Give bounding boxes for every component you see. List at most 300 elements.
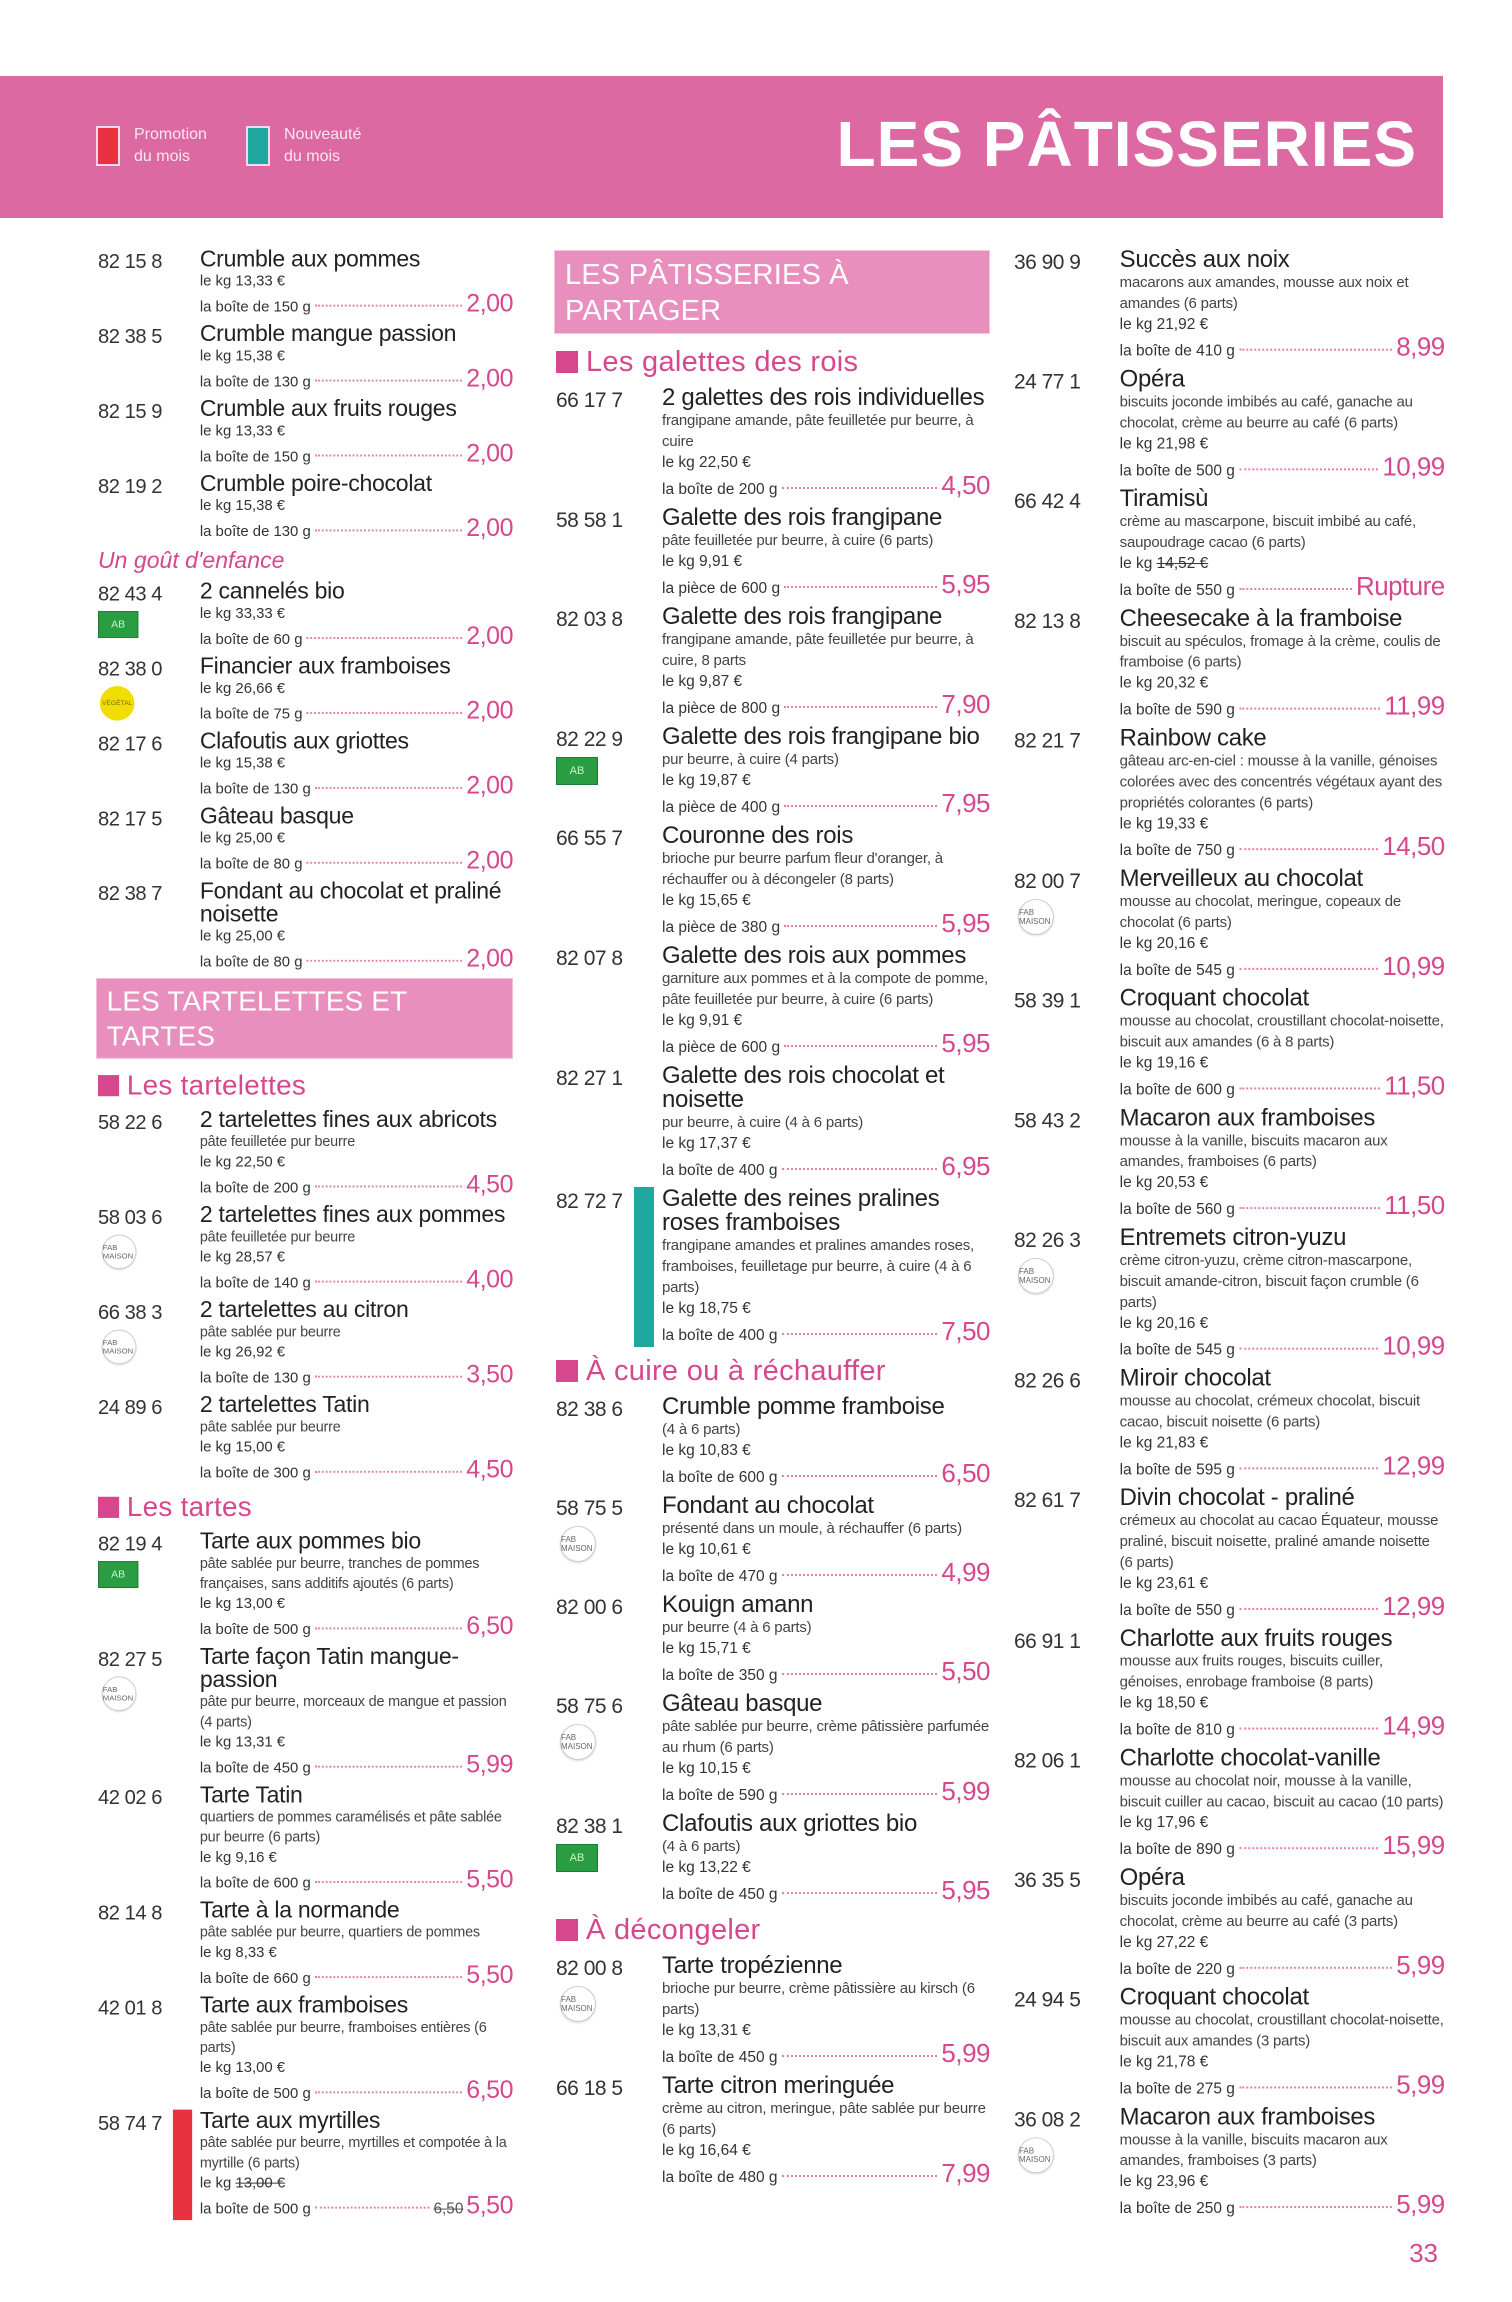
product-item[interactable]: [556, 506, 990, 600]
unit-size: la boîte de 200 g: [199, 1179, 311, 1197]
leader-dots: [782, 1475, 938, 1477]
unit-price-row: [1119, 1710, 1445, 1742]
product-name: Couronne des rois: [662, 822, 854, 849]
price-per-kg: le kg 21,98 €: [1119, 435, 1209, 453]
product-code: 82 26 6: [1014, 1369, 1081, 1393]
product-price: 5,95: [941, 1875, 990, 1905]
product-price: 6,50: [941, 1458, 990, 1488]
product-code: 82 26 3: [1014, 1229, 1081, 1252]
product-description: pâte pur beurre, morceaux de mangue et passion (4 parts): [199, 1693, 507, 1731]
product-item[interactable]: [556, 944, 990, 1059]
product-price: 7,95: [941, 788, 990, 818]
unit-size: la boîte de 150 g: [199, 298, 311, 316]
product-price: 10,99: [1382, 950, 1445, 981]
price-per-kg: le kg 10,61 €: [662, 1541, 751, 1558]
product-price: 4,50: [466, 1454, 513, 1484]
price-per-kg: le kg 23,61 €: [1119, 1575, 1209, 1592]
product-description: quartiers de pommes caramélisés et pâte sablée pur beurre (6 parts): [199, 1808, 502, 1846]
leader-dots: [1239, 1608, 1379, 1610]
product-name: Miroir chocolat: [1119, 1364, 1271, 1392]
price-per-kg: le kg 9,91 €: [662, 1012, 743, 1029]
unit-price-row: [1119, 1450, 1445, 1481]
product-item[interactable]: [1014, 2105, 1445, 2220]
price-per-kg-old: 13,00 €: [235, 2174, 286, 2192]
price-per-kg: le kg 21,83 €: [1119, 1434, 1209, 1452]
product-item[interactable]: [556, 386, 990, 501]
product-description: pâte sablée pur beurre, crème pâtissière parfumée au rhum (6 parts): [662, 1718, 990, 1756]
unit-size: la boîte de 450 g: [199, 1759, 311, 1777]
promotion-marker: [173, 2110, 192, 2220]
price-per-kg: le kg 26,66 €: [199, 680, 286, 697]
unit-size: la pièce de 600 g: [662, 1039, 781, 1056]
price-per-kg: le kg 18,50 €: [1119, 1694, 1209, 1712]
product-price: 14,50: [1382, 831, 1445, 862]
unit-size: la boîte de 75 g: [199, 706, 303, 723]
product-item[interactable]: [1014, 1866, 1445, 1981]
product-item[interactable]: [1014, 365, 1445, 483]
product-name: Clafoutis aux griottes bio: [662, 1810, 918, 1837]
product-code: 82 38 6: [556, 1398, 623, 1421]
unit-size: la boîte de 400 g: [662, 1327, 778, 1344]
product-price: 11,50: [1384, 1070, 1445, 1101]
product-description: (4 à 6 parts): [662, 1838, 741, 1855]
product-item[interactable]: [98, 470, 513, 543]
price-per-kg-prefix: le kg: [1119, 555, 1157, 573]
product-name: Galette des rois aux pommes: [662, 942, 967, 969]
product-description: garniture aux pommes et à la compote de pomme, pâte feuilletée pur beurre, à cuire (6 parts): [662, 970, 988, 1008]
product-code: 82 17 5: [98, 808, 162, 831]
section-square-icon: [556, 1919, 578, 1941]
unit-size: la boîte de 545 g: [1119, 1341, 1235, 1359]
product-price: 2,00: [466, 845, 513, 875]
unit-size: la boîte de 130 g: [199, 781, 311, 798]
product-name: 2 tartelettes fines aux pommes: [199, 1201, 506, 1228]
product-item[interactable]: [98, 1106, 513, 1199]
price-per-kg: le kg 33,33 €: [199, 605, 286, 622]
product-code: 82 38 1: [556, 1815, 623, 1838]
decongeler-heading-text: À décongeler: [586, 1914, 761, 1946]
product-item[interactable]: [1014, 984, 1445, 1102]
product-name: Macaron aux framboises: [1119, 2103, 1376, 2131]
product-description: mousse au chocolat, meringue, copeaux de chocolat (6 parts): [1119, 893, 1402, 931]
product-price: 2,00: [466, 770, 513, 800]
unit-size: la boîte de 140 g: [199, 1274, 311, 1292]
product-code: 82 38 0: [98, 658, 162, 681]
unit-price-row: [1119, 1070, 1445, 1102]
product-code: 36 08 2: [1014, 2108, 1081, 2132]
section-square-icon: [556, 1360, 578, 1382]
leader-dots: [315, 305, 463, 307]
page-number: 33: [1409, 2238, 1438, 2268]
unit-size: la boîte de 130 g: [199, 1369, 311, 1387]
tartes-heading-text: Les tartes: [126, 1491, 253, 1523]
product-description: macarons aux amandes, mousse aux noix et amandes (6 parts): [1119, 273, 1409, 312]
leader-dots: [782, 2055, 938, 2057]
leader-dots: [1239, 1467, 1379, 1469]
leader-dots: [784, 1045, 937, 1047]
product-item[interactable]: [98, 395, 513, 468]
product-item[interactable]: [1014, 867, 1445, 982]
unit-size: la boîte de 400 g: [662, 1162, 778, 1179]
price-per-kg: le kg 15,65 €: [662, 892, 751, 909]
leader-dots: [784, 805, 937, 807]
product-item[interactable]: [98, 880, 513, 973]
product-price: 2,00: [466, 288, 513, 318]
price-per-kg: le kg 9,91 €: [662, 553, 743, 570]
product-item[interactable]: [98, 1296, 513, 1389]
fabrication-maison-icon: FAB MAISON: [1018, 899, 1054, 935]
product-name: Tarte Tatin: [199, 1782, 303, 1809]
product-code: 66 55 7: [556, 827, 623, 850]
product-description: présenté dans un moule, à réchauffer (6 parts): [662, 1520, 962, 1537]
unit-size: la boîte de 250 g: [1119, 2200, 1235, 2218]
product-item[interactable]: [556, 1593, 990, 1687]
product-item[interactable]: [1014, 724, 1445, 863]
unit-size: la boîte de 600 g: [199, 1875, 311, 1892]
product-name: Charlotte aux fruits rouges: [1119, 1624, 1393, 1652]
price-per-kg: le kg 9,16 €: [199, 1849, 277, 1866]
product-name: Tarte citron meringuée: [662, 2072, 895, 2099]
product-name: 2 tartelettes au citron: [199, 1296, 409, 1323]
product-name: Tarte aux myrtilles: [199, 2107, 381, 2134]
unit-price-row: [662, 1776, 990, 1807]
product-item[interactable]: [1014, 1983, 1445, 2101]
product-item[interactable]: [1014, 248, 1445, 363]
product-price: 5,95: [941, 569, 990, 599]
unit-size: la boîte de 60 g: [199, 631, 303, 648]
unit-size: la boîte de 500 g: [1119, 462, 1235, 480]
price-per-kg: le kg 22,50 €: [662, 454, 751, 471]
product-code: 66 42 4: [1014, 490, 1081, 514]
product-price: 7,90: [941, 689, 990, 719]
product-description: (4 à 6 parts): [662, 1421, 741, 1438]
price-per-kg: le kg 9,87 €: [662, 673, 743, 690]
product-item[interactable]: [556, 1064, 990, 1182]
unit-price-row: [1119, 451, 1445, 482]
price-per-kg: le kg 25,00 €: [199, 830, 286, 847]
product-description: pâte feuilletée pur beurre, à cuire (6 parts): [662, 532, 934, 549]
galettes-heading-text: Les galettes des rois: [586, 346, 859, 378]
unit-size: la boîte de 350 g: [662, 1667, 778, 1684]
product-code: 82 22 9: [556, 728, 623, 751]
product-description: mousse au chocolat noir, mousse à la vanille, biscuit cuiller au cacao, biscuit au cacao (10 parts): [1119, 1772, 1444, 1811]
product-name: Croquant chocolat: [1119, 984, 1309, 1012]
product-code: 66 38 3: [98, 1301, 162, 1324]
product-price: 10,99: [1382, 451, 1445, 482]
product-code: 82 61 7: [1014, 1489, 1081, 1513]
price-per-kg: le kg 26,92 €: [199, 1344, 286, 1361]
product-code: 82 27 1: [556, 1067, 623, 1090]
unit-size: la boîte de 600 g: [1119, 1081, 1235, 1099]
product-name: Divin chocolat - praliné: [1119, 1484, 1355, 1512]
product-price: 5,99: [1396, 1949, 1445, 1980]
product-name: Fondant au chocolat et praliné noisette: [199, 878, 502, 928]
leader-dots: [782, 1333, 938, 1335]
product-item[interactable]: [98, 655, 513, 725]
product-code: 82 43 4: [98, 583, 162, 606]
price-per-kg: le kg 13,31 €: [199, 1734, 286, 1751]
price-per-kg: le kg 21,78 €: [1119, 2053, 1209, 2071]
section-square-icon: [98, 1075, 119, 1096]
product-code: 36 90 9: [1014, 250, 1081, 274]
product-item[interactable]: [556, 2074, 990, 2189]
unit-price-row: [1119, 1949, 1445, 1981]
leader-dots: [306, 712, 462, 714]
leader-dots: [784, 925, 937, 927]
product-item[interactable]: [98, 1643, 513, 1780]
product-name: Crumble mangue passion: [199, 321, 457, 347]
unit-size: la boîte de 660 g: [199, 1970, 311, 1987]
product-description: pâte sablée pur beurre, framboises entières (6 parts): [199, 2019, 487, 2056]
product-item[interactable]: [98, 580, 513, 650]
product-code: 82 38 5: [98, 325, 162, 348]
unit-price-row: [662, 1151, 990, 1182]
product-item[interactable]: [1014, 1746, 1445, 1861]
unit-size: la boîte de 890 g: [1119, 1841, 1235, 1859]
product-name: Macaron aux framboises: [1119, 1104, 1376, 1132]
product-price: 4,99: [941, 1557, 990, 1587]
price-per-kg: le kg 16,64 €: [662, 2142, 751, 2159]
product-code: 58 74 7: [98, 2112, 162, 2135]
product-description: mousse au chocolat, croustillant chocolat-noisette, biscuit aux amandes (3 parts): [1119, 2011, 1444, 2050]
product-code: 42 02 6: [98, 1786, 162, 1809]
leader-dots: [1239, 1847, 1379, 1849]
leader-dots: [1239, 1348, 1379, 1350]
product-item[interactable]: [1014, 1486, 1445, 1622]
unit-price-row: [199, 1169, 513, 1199]
unit-size: la boîte de 130 g: [199, 373, 311, 391]
fabrication-maison-icon: FAB MAISON: [560, 1526, 596, 1562]
product-code: 82 14 8: [98, 1902, 162, 1925]
fabrication-maison-icon: FAB MAISON: [560, 1724, 596, 1760]
unit-size: la boîte de 545 g: [1119, 961, 1235, 979]
product-item[interactable]: [98, 805, 513, 875]
price-per-kg: le kg 19,33 €: [1119, 815, 1209, 833]
product-code: 24 89 6: [98, 1396, 162, 1419]
product-item[interactable]: [556, 1692, 990, 1807]
product-code: 82 00 8: [556, 1957, 623, 1980]
leader-dots: [782, 1673, 938, 1675]
product-code: 66 18 5: [556, 2077, 623, 2100]
unit-price-row: [199, 770, 513, 800]
leader-dots: [1239, 468, 1379, 470]
price-per-kg: le kg 19,16 €: [1119, 1054, 1209, 1072]
product-description: pâte sablée pur beurre: [199, 1323, 341, 1341]
unit-size: la boîte de 500 g: [199, 2085, 311, 2102]
product-code: 58 58 1: [556, 509, 623, 532]
price-per-kg: le kg 20,32 €: [1119, 674, 1209, 692]
product-name: Galette des rois frangipane bio: [662, 723, 980, 750]
organic-label-icon: AB: [556, 757, 598, 785]
old-price: 6,50: [433, 2200, 464, 2218]
unit-price-row: [662, 1316, 990, 1347]
product-price: 8,99: [1396, 331, 1445, 362]
product-item[interactable]: [1014, 1364, 1445, 1482]
product-item[interactable]: [98, 1530, 513, 1640]
product-code: 58 75 6: [556, 1695, 623, 1718]
unit-size: la pièce de 400 g: [662, 799, 781, 816]
product-price: 5,50: [466, 1959, 513, 1989]
product-code: 58 39 1: [1014, 989, 1081, 1013]
unit-price-row: [199, 943, 513, 973]
product-code: 36 35 5: [1014, 1869, 1081, 1893]
product-description: mousse au chocolat, croustillant chocolat-noisette, biscuit aux amandes (6 à 8 parts): [1119, 1012, 1444, 1051]
unit-price-row: [662, 1458, 990, 1489]
product-item[interactable]: [98, 1784, 513, 1894]
unit-size: la boîte de 470 g: [662, 1568, 778, 1585]
unit-price-row: [199, 438, 513, 468]
price-per-kg: le kg 20,16 €: [1119, 934, 1209, 952]
leader-dots: [782, 1892, 938, 1894]
unit-price-row: [662, 689, 990, 720]
section-square-icon: [556, 351, 578, 373]
product-name: Kouign amann: [662, 1591, 814, 1618]
product-description: brioche pur beurre parfum fleur d'oranger, à réchauffer ou à décongeler (8 parts): [662, 850, 943, 888]
price-per-kg: le kg 19,87 €: [662, 772, 751, 789]
leader-dots: [315, 455, 463, 457]
product-code: 82 19 4: [98, 1533, 162, 1556]
product-price: 10,99: [1382, 1330, 1445, 1361]
product-item[interactable]: [1014, 487, 1445, 602]
product-item[interactable]: [556, 1187, 990, 1347]
product-item[interactable]: [556, 725, 990, 819]
unit-price-row: [199, 2075, 513, 2105]
legend-nouveaute-line1: Nouveauté: [284, 126, 362, 143]
product-item[interactable]: [1014, 1106, 1445, 1221]
tartes-heading: [98, 1492, 513, 1523]
product-name: Tarte à la normande: [199, 1897, 400, 1924]
product-price: 2,00: [466, 943, 513, 973]
product-item[interactable]: [556, 1494, 990, 1588]
leader-dots: [1239, 708, 1380, 710]
vegetal-label-icon: VÉGÉTAL: [100, 686, 135, 721]
leader-dots: [1239, 848, 1379, 850]
unit-price-row: [662, 470, 990, 501]
fabrication-maison-icon: FAB MAISON: [1018, 2137, 1054, 2173]
product-description: frangipane amandes et pralines amandes roses, framboises, feuilletage pur beurre, à cuire (4 à 6 parts): [662, 1237, 975, 1296]
product-price: 5,99: [941, 2038, 990, 2068]
tartelettes-heading: [98, 1070, 513, 1101]
product-item[interactable]: [556, 824, 990, 939]
price-per-kg: le kg 15,38 €: [199, 347, 286, 365]
unit-price-row: [1119, 1190, 1445, 1221]
product-code: 82 06 1: [1014, 1749, 1081, 1773]
product-item[interactable]: [1014, 1624, 1445, 1742]
product-item[interactable]: [98, 323, 513, 393]
product-name: Crumble aux pommes: [199, 246, 421, 273]
product-item[interactable]: [98, 2107, 513, 2220]
product-item[interactable]: [98, 1201, 513, 1294]
unit-size: la boîte de 150 g: [199, 448, 311, 466]
unit-size: la boîte de 300 g: [199, 1465, 311, 1482]
price-per-kg: le kg 15,00 €: [199, 1439, 286, 1456]
product-price: 4,50: [466, 1169, 513, 1199]
unit-size: la boîte de 275 g: [1119, 2080, 1235, 2098]
product-item[interactable]: [98, 248, 513, 318]
unit-size: la boîte de 130 g: [199, 523, 311, 541]
unit-price-row: [662, 908, 990, 939]
product-description: pâte sablée pur beurre, quartiers de pommes: [199, 1924, 480, 1941]
tartelettes-tartes-banner: LES TARTELETTES ET TARTES: [96, 978, 513, 1059]
product-code: 58 03 6: [98, 1206, 162, 1229]
product-price: 6,50: [466, 1611, 513, 1640]
product-item[interactable]: [556, 1812, 990, 1906]
product-name: Merveilleux au chocolat: [1119, 865, 1363, 893]
product-item[interactable]: [556, 605, 990, 720]
nouveaute-swatch: [246, 126, 270, 166]
product-code: 82 21 7: [1014, 729, 1081, 753]
product-item[interactable]: [556, 1954, 990, 2069]
organic-label-icon: AB: [98, 611, 138, 638]
cuire-heading-text: À cuire ou à réchauffer: [586, 1355, 886, 1387]
product-description: mousse à la vanille, biscuits macaron aux amandes, framboises (6 parts): [1119, 1132, 1388, 1171]
product-name: Galette des rois frangipane: [662, 603, 943, 630]
product-price: 4,50: [941, 470, 990, 500]
product-price: 11,99: [1384, 690, 1445, 721]
product-code: 82 07 8: [556, 947, 623, 970]
unit-price-row: [199, 1611, 513, 1641]
unit-price-row: [662, 1557, 990, 1588]
product-item[interactable]: [98, 730, 513, 800]
product-description: frangipane amande, pâte feuilletée pur beurre, à cuire: [662, 412, 974, 450]
product-price: 6,95: [941, 1151, 990, 1181]
unit-price-row: [662, 2038, 990, 2069]
product-item[interactable]: [98, 1394, 513, 1484]
fabrication-maison-icon: FAB MAISON: [102, 1235, 137, 1270]
product-item[interactable]: [98, 1994, 513, 2104]
page-header: [0, 76, 1443, 218]
product-name: Gâteau basque: [662, 1690, 823, 1717]
product-item[interactable]: [556, 1395, 990, 1489]
leader-dots: [306, 637, 462, 639]
price-per-kg: le kg 27,22 €: [1119, 1933, 1209, 1951]
unit-price-row: [1119, 2069, 1445, 2101]
product-code: 82 00 6: [556, 1596, 623, 1619]
product-item[interactable]: [1014, 1226, 1445, 1362]
product-code: 24 77 1: [1014, 370, 1081, 394]
unit-price-row: [662, 569, 990, 600]
unit-size: la boîte de 410 g: [1119, 342, 1235, 360]
product-name: Rainbow cake: [1119, 724, 1267, 752]
unit-price-row: [662, 1028, 990, 1059]
price-per-kg: le kg 13,22 €: [662, 1859, 751, 1876]
page-title: LES PÂTISSERIES: [836, 108, 1417, 180]
product-price: 5,50: [466, 1864, 513, 1894]
price-per-kg: le kg 20,53 €: [1119, 1174, 1209, 1192]
product-price: 5,99: [1396, 2069, 1445, 2100]
unit-size: la boîte de 750 g: [1119, 842, 1235, 860]
unit-size: la pièce de 800 g: [662, 700, 781, 717]
leader-dots: [1239, 968, 1379, 970]
unit-price-row: [1119, 950, 1445, 982]
product-code: 58 75 5: [556, 1497, 623, 1520]
unit-price-row: [1119, 1590, 1445, 1622]
product-price: 7,99: [941, 2158, 990, 2188]
partager-banner: LES PÂTISSERIES À PARTAGER: [554, 250, 990, 334]
price-per-kg: le kg 10,15 €: [662, 1760, 751, 1777]
leader-dots: [1239, 1728, 1379, 1730]
product-price: 14,99: [1382, 1710, 1445, 1741]
product-name: Crumble poire-chocolat: [199, 470, 432, 497]
product-item[interactable]: [1014, 604, 1445, 722]
fabrication-maison-icon: FAB MAISON: [1018, 1258, 1054, 1294]
price-per-kg: le kg 13,33 €: [199, 422, 286, 440]
unit-price-row: [199, 1359, 513, 1389]
leader-dots: [1239, 1087, 1380, 1089]
product-price: 2,00: [466, 363, 513, 393]
product-code: 82 03 8: [556, 608, 623, 631]
product-item[interactable]: [98, 1899, 513, 1989]
